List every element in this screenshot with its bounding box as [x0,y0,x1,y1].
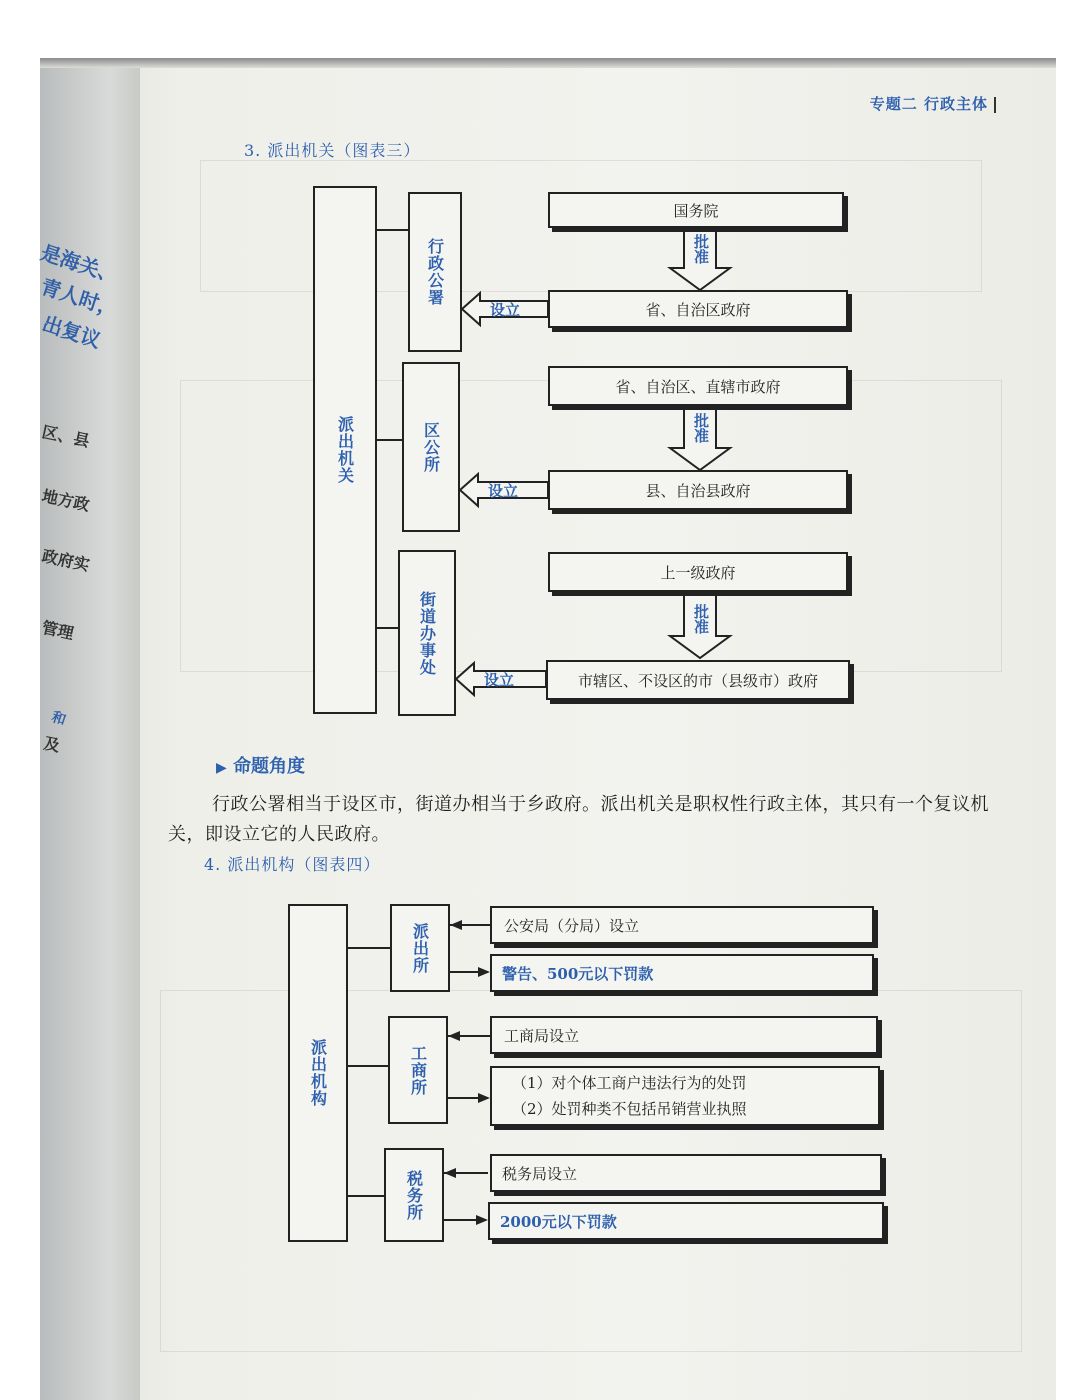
dispatched-agency-label: 派出机构 [308,1039,328,1107]
establish-label: 设立 [484,671,515,689]
establish-label: 设立 [488,482,519,500]
play-icon: ▶ [216,760,227,776]
left-fragment: 是海关、 [37,240,122,288]
topic-angle-text: 行政公署相当于设区市，街道办相当于乡政府。派出机关是职权性行政主体，其只有一个复议机关，即设立它的人民政府。 [168,794,989,845]
branch-label: 区公所 [421,421,441,473]
section-3-title: 3. 派出机关（图表三） [244,141,421,160]
left-fragment: 出复议 [39,311,104,353]
branch-box-police-station [390,904,450,992]
authority-box-province-municipal-gov: 省、自治区、直辖市政府 [548,366,848,406]
dispatched-organ-label: 派出机关 [335,416,355,484]
authority-box-province-gov: 省、自治区政府 [548,290,848,328]
left-fragment: 青人时， [37,274,122,322]
left-fragment: 管理 [40,617,76,644]
power-box-commerce: （1）对个体工商户违法行为的处罚 （2）处罚种类不包括吊销营业执照 [490,1066,880,1126]
branch-label: 行政公署 [425,238,445,306]
approve-label: 批准 [692,234,710,264]
left-fragment: 地方政 [40,486,92,515]
section-4-title: 4. 派出机构（图表四） [204,855,381,874]
setup-box-commerce: 工商局设立 [490,1016,878,1054]
authority-box-upper-gov: 上一级政府 [548,552,848,592]
setup-box-tax: 税务局设立 [490,1154,882,1192]
branch-label: 派出所 [410,922,430,974]
power-box-tax: 2000元以下罚款 [488,1202,884,1240]
topic-angle-title: 命题角度 [233,756,306,777]
establish-label: 设立 [490,301,521,319]
authority-box-city-gov: 市辖区、不设区的市（县级市）政府 [546,660,850,700]
authority-box-county-gov: 县、自治县政府 [548,470,848,510]
branch-label: 税务所 [404,1169,424,1221]
power-box-police: 警告、500元以下罚款 [490,954,874,992]
left-fragment: 区、县 [40,422,92,451]
branch-label: 街道办事处 [417,590,437,676]
header-title: 专题二 行政主体 [869,95,988,113]
left-fragment: 和 [49,709,68,729]
dispatched-agency-main-box [288,904,348,1242]
authority-box-state-council: 国务院 [548,192,844,228]
branch-label: 工商所 [408,1044,428,1096]
branch-box-industry-commerce-office [388,1016,448,1124]
left-fragment: 政府实 [40,546,92,575]
approve-label: 批准 [692,413,710,443]
approve-label: 批准 [692,604,710,634]
left-fragment: 及 [41,733,62,756]
branch-box-tax-office [384,1148,444,1242]
setup-box-police: 公安局（分局）设立 [490,906,874,944]
